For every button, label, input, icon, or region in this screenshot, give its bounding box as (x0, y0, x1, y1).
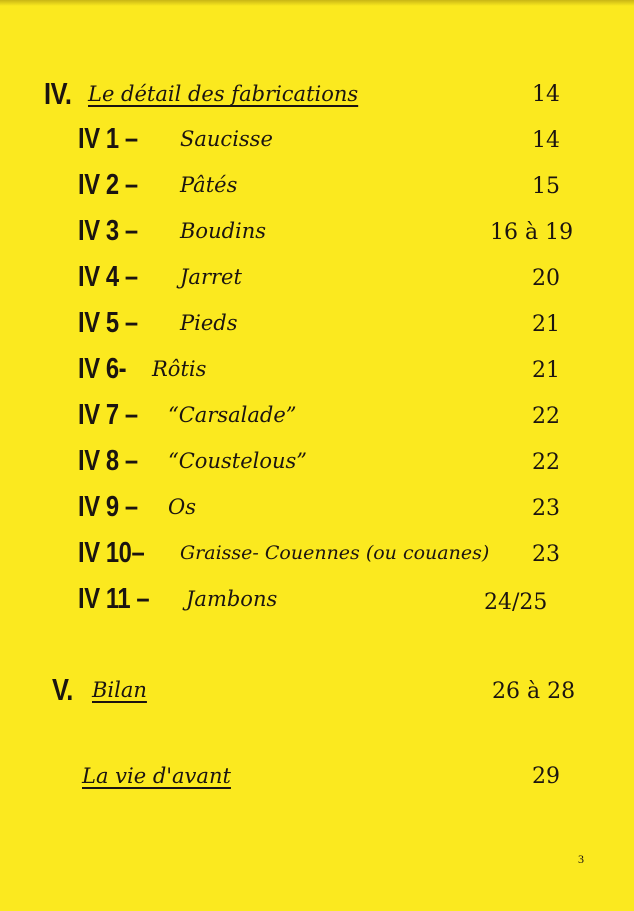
item-title: Rôtis (152, 357, 207, 381)
toc-section-iv (44, 74, 358, 114)
item-page-ref: 14 (532, 128, 560, 153)
item-page-ref: 21 (532, 358, 560, 383)
toc-item (78, 533, 489, 573)
item-page-ref: 22 (532, 404, 560, 429)
item-number: IV 10– (78, 536, 145, 569)
item-number: IV 8 – (78, 444, 138, 477)
item-title: Boudins (180, 219, 267, 243)
extra-page-ref: 29 (532, 764, 560, 789)
item-number: IV 1 – (78, 122, 138, 155)
item-page-ref: 16 à 19 (490, 220, 574, 245)
item-title: “Carsalade” (168, 403, 297, 427)
toc-item (78, 395, 297, 435)
toc-item (78, 349, 206, 389)
toc-extra (82, 756, 231, 796)
item-page-ref: 21 (532, 312, 560, 337)
item-page-ref: 23 (532, 542, 560, 567)
section-page-ref: 26 à 28 (492, 679, 576, 704)
item-number: IV 3 – (78, 214, 138, 247)
item-number: IV 7 – (78, 398, 138, 431)
toc-item (78, 303, 238, 343)
toc-item (78, 165, 237, 205)
item-number: IV 2 – (78, 168, 138, 201)
toc-item (78, 211, 266, 251)
section-title: Le détail des fabrications (88, 82, 359, 106)
item-title: Pâtés (180, 173, 238, 197)
toc-section-v (52, 670, 147, 710)
item-number: IV 5 – (78, 306, 138, 339)
page-edge (0, 0, 634, 6)
item-title: “Coustelous” (168, 449, 308, 473)
item-number: IV 4 – (78, 260, 138, 293)
section-number: V. (52, 672, 73, 707)
item-number: IV 6- (78, 352, 127, 385)
item-title: Saucisse (180, 127, 273, 151)
item-page-ref: 20 (532, 266, 560, 291)
section-number: IV. (44, 76, 72, 111)
toc-item (78, 579, 277, 619)
section-title: Bilan (92, 678, 147, 702)
page-number: 3 (578, 852, 584, 866)
item-title: Pieds (180, 311, 238, 335)
item-title: Jarret (180, 265, 242, 289)
section-page-ref: 14 (532, 82, 560, 107)
item-page-ref: 24/25 (484, 590, 548, 615)
item-page-ref: 22 (532, 450, 560, 475)
item-title: Jambons (186, 587, 278, 611)
extra-title: La vie d'avant (82, 764, 231, 788)
toc-item (78, 257, 242, 297)
item-page-ref: 23 (532, 496, 560, 521)
toc-item (78, 441, 307, 481)
item-title: Os (168, 495, 196, 519)
item-number: IV 9 – (78, 490, 138, 523)
item-page-ref: 15 (532, 174, 560, 199)
toc-item (78, 487, 196, 527)
item-title: Graisse- Couennes (ou couanes) (180, 542, 490, 564)
toc-item (78, 119, 273, 159)
item-number: IV 11 – (78, 582, 150, 615)
